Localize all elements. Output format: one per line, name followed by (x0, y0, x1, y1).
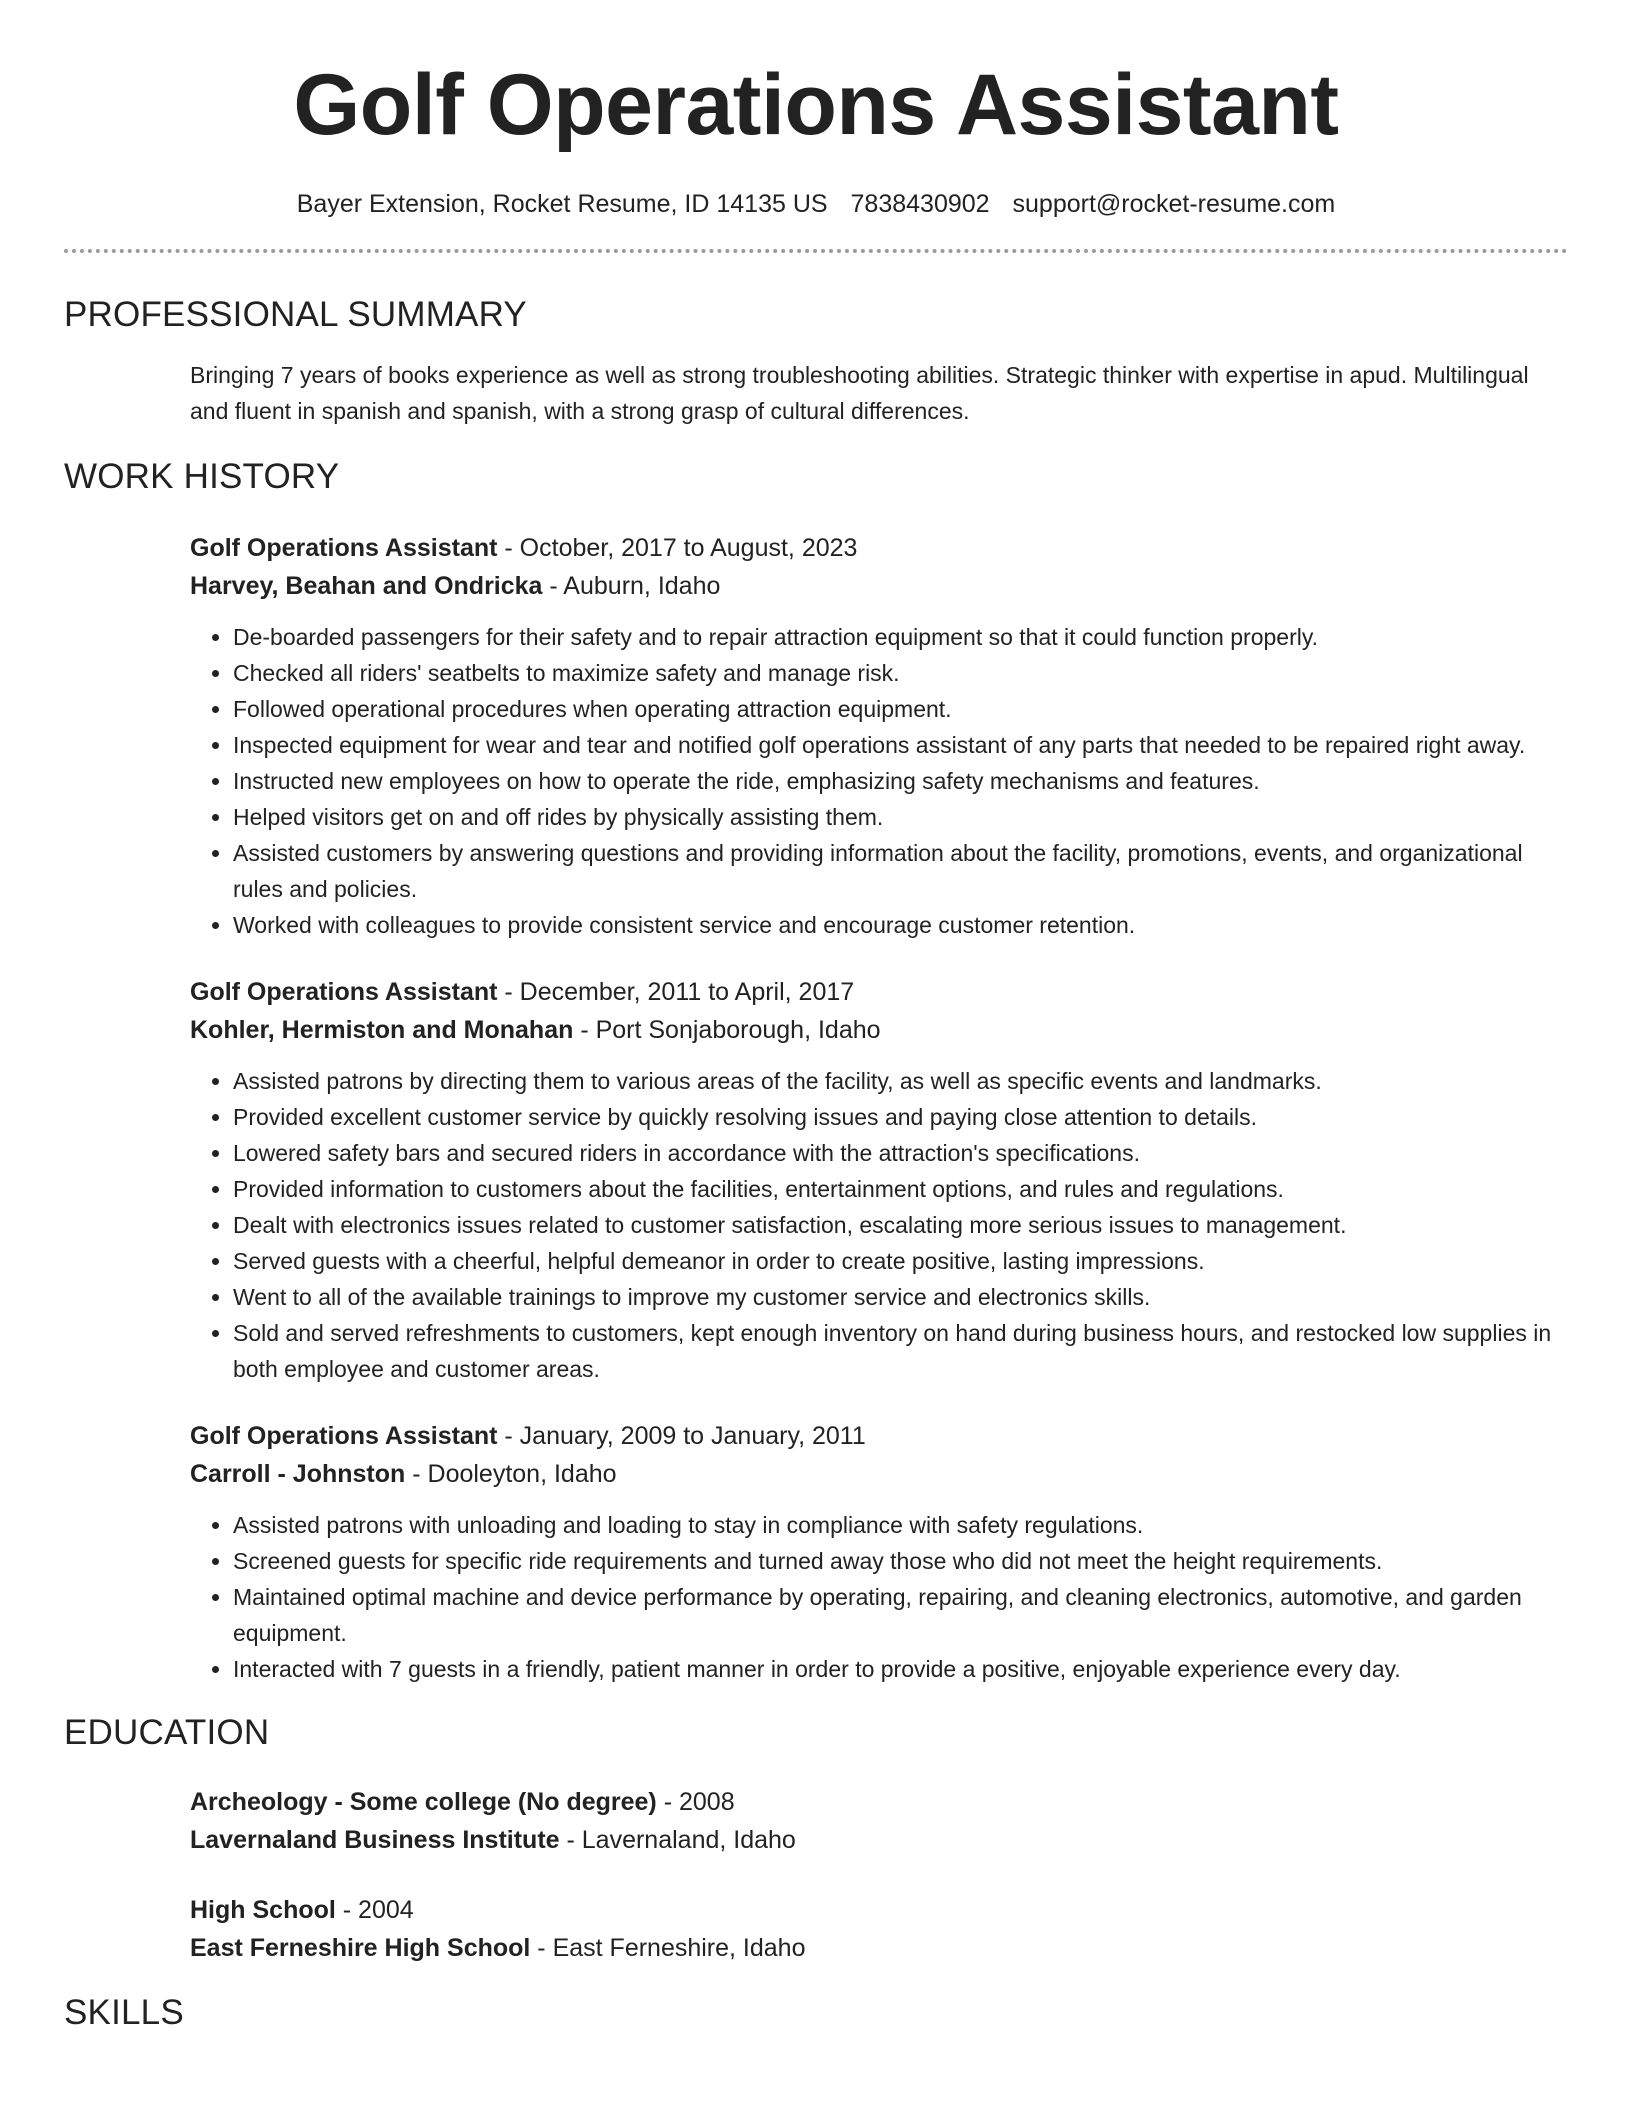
job-bullets (190, 619, 1568, 943)
job-title: Golf Operations Assistant (190, 1422, 498, 1450)
education-degree: Archeology - Some college (No degree) (190, 1788, 657, 1816)
job-bullet: • Instructed new employees on how to operate the ride, emphasizing safety mechanisms and features. (233, 763, 1568, 799)
summary-title: PROFESSIONAL SUMMARY (64, 295, 527, 334)
job-bullets (190, 1063, 1568, 1387)
job-entry (190, 1417, 1568, 1687)
education-section (64, 1713, 1568, 1967)
job-bullet: • Maintained optimal machine and device performance by operating, repairing, and cleaning electronics, automotive, and garden equipment. (233, 1579, 1568, 1651)
job-title-line (190, 973, 1568, 1011)
job-company-line (190, 1011, 1568, 1049)
job-bullet: • Lowered safety bars and secured riders in accordance with the attraction's specifications. (233, 1135, 1568, 1171)
education-location: - Lavernaland, Idaho (559, 1826, 796, 1854)
job-bullet: • Checked all riders' seatbelts to maximize safety and manage risk. (233, 655, 1568, 691)
job-bullet: • Provided information to customers about the facilities, entertainment options, and rules and regulations. (233, 1171, 1568, 1207)
job-title-line (190, 529, 1568, 567)
job-company-line (190, 1455, 1568, 1493)
resume-name: Golf Operations Assistant (293, 57, 1339, 153)
job-entry (190, 529, 1568, 943)
education-school-line (190, 1821, 1568, 1859)
education-year: - 2008 (656, 1788, 735, 1816)
job-location: - Auburn, Idaho (542, 572, 721, 600)
contact-address: Bayer Extension, Rocket Resume, ID 14135 US (296, 190, 828, 218)
contact-email: support@rocket-resume.com (1012, 190, 1336, 218)
job-company: Carroll - Johnston (190, 1460, 406, 1488)
job-bullet: • Assisted patrons with unloading and loading to stay in compliance with safety regulations. (233, 1507, 1568, 1543)
education-degree: High School (190, 1896, 336, 1924)
job-entry (190, 973, 1568, 1387)
job-bullet: • Screened guests for specific ride requirements and turned away those who did not meet the height requirements. (233, 1543, 1568, 1579)
job-bullets (190, 1507, 1568, 1687)
job-location: - Dooleyton, Idaho (405, 1460, 617, 1488)
education-degree-line (190, 1891, 1568, 1929)
skills-title: SKILLS (64, 1993, 184, 2032)
job-location: - Port Sonjaborough, Idaho (573, 1016, 881, 1044)
education-school: East Ferneshire High School (190, 1934, 531, 1962)
job-company: Harvey, Beahan and Ondricka (190, 572, 543, 600)
job-bullet: • Followed operational procedures when operating attraction equipment. (233, 691, 1568, 727)
job-dates: - December, 2011 to April, 2017 (497, 978, 855, 1006)
job-bullet: • Went to all of the available trainings to improve my customer service and electronics skills. (233, 1279, 1568, 1315)
education-degree-line (190, 1783, 1568, 1821)
job-title: Golf Operations Assistant (190, 978, 498, 1006)
summary-section (64, 295, 1568, 429)
education-entry (190, 1783, 1568, 1859)
job-bullet: • Worked with colleagues to provide consistent service and encourage customer retention. (233, 907, 1568, 943)
education-location: - East Ferneshire, Idaho (530, 1934, 806, 1962)
education-school-line (190, 1929, 1568, 1967)
job-company: Kohler, Hermiston and Monahan (190, 1016, 574, 1044)
job-bullet: • De-boarded passengers for their safety and to repair attraction equipment so that it could function properly. (233, 619, 1568, 655)
job-bullet: • Assisted customers by answering questions and providing information about the facility, promotions, events, and organizational rules and policies. (233, 835, 1568, 907)
skills-section (64, 1993, 1568, 2033)
education-title: EDUCATION (64, 1713, 270, 1752)
job-bullet: • Dealt with electronics issues related to customer satisfaction, escalating more serious issues to management. (233, 1207, 1568, 1243)
job-title: Golf Operations Assistant (190, 534, 498, 562)
job-bullet: • Inspected equipment for wear and tear and notified golf operations assistant of any parts that needed to be repaired right away. (233, 727, 1568, 763)
work-history-title: WORK HISTORY (64, 457, 340, 496)
contact-phone: 7838430902 (850, 190, 990, 218)
job-dates: - January, 2009 to January, 2011 (497, 1422, 866, 1450)
job-bullet: • Sold and served refreshments to customers, kept enough inventory on hand during business hours, and restocked low supplies in both employee and customer areas. (233, 1315, 1568, 1387)
education-school: Lavernaland Business Institute (190, 1826, 560, 1854)
job-bullet: • Assisted patrons by directing them to various areas of the facility, as well as specific events and landmarks. (233, 1063, 1568, 1099)
job-title-line (190, 1417, 1568, 1455)
job-bullet: • Interacted with 7 guests in a friendly, patient manner in order to provide a positive, enjoyable experience every day. (233, 1651, 1568, 1687)
job-dates: - October, 2017 to August, 2023 (497, 534, 858, 562)
contact-line (64, 190, 1568, 219)
job-bullet: • Served guests with a cheerful, helpful demeanor in order to create positive, lasting impressions. (233, 1243, 1568, 1279)
job-company-line (190, 567, 1568, 605)
education-year: - 2004 (335, 1896, 414, 1924)
job-bullet: • Helped visitors get on and off rides by physically assisting them. (233, 799, 1568, 835)
header-divider (64, 249, 1568, 253)
education-entry (190, 1891, 1568, 1967)
summary-text: Bringing 7 years of books experience as well as strong troubleshooting abilities. Strategic thinker with expertise in apud. Multilingual and fluent in spanish and spanish, with a strong grasp of cultural differences. (190, 362, 1529, 424)
job-bullet: • Provided excellent customer service by quickly resolving issues and paying close attention to details. (233, 1099, 1568, 1135)
work-history-section (64, 457, 1568, 1687)
